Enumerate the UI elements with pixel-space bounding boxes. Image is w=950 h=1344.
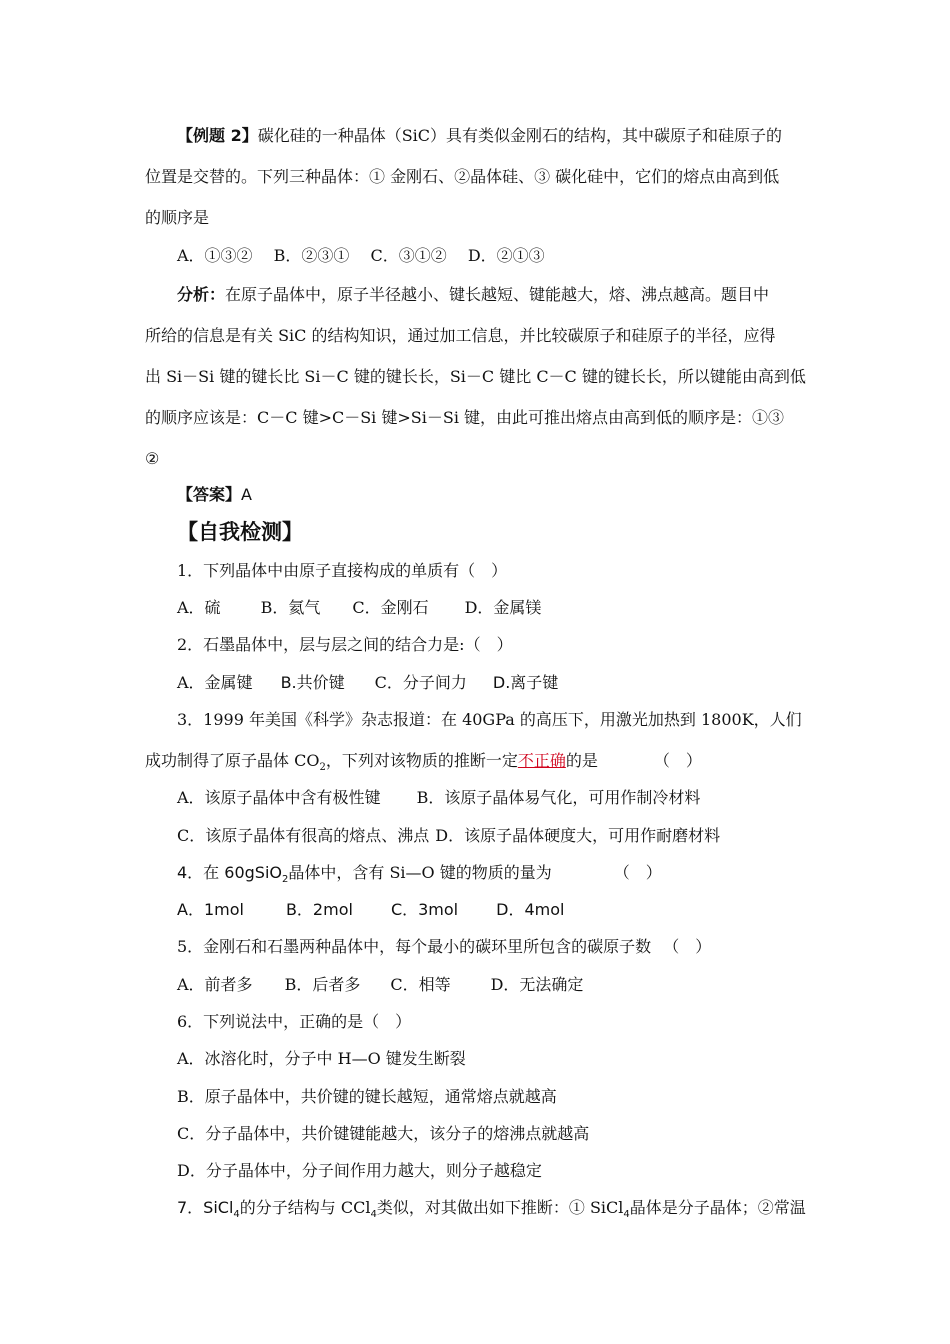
answer-label: 【答案】 xyxy=(177,485,242,504)
q4-stem-pre: 4．在 60gSiO xyxy=(177,863,282,882)
question-4-stem xyxy=(177,863,842,886)
q2-option-b: B.共价键 xyxy=(280,673,345,692)
q4-answer-paren: （ ） xyxy=(613,863,662,882)
question-3-line-2 xyxy=(145,751,810,774)
question-3-line-1: 3．1999 年美国《科学》杂志报道：在 40GPa 的高压下，用激光加热到 1800K，人们 xyxy=(177,710,802,729)
analysis-line-5: ② xyxy=(145,449,160,468)
question-1-options xyxy=(177,598,842,618)
q3-subscript: 2 xyxy=(319,762,326,774)
q5-stem-text: 5．金刚石和石墨两种晶体中，每个最小的碳环里所包含的碳原子数 xyxy=(177,937,652,956)
analysis-line-4: 的顺序应该是：C－C 键>C－Si 键>Si－Si 键，由此可推出熔点由高到低的顺序是：①③ xyxy=(145,408,785,427)
question-7-stem xyxy=(177,1198,842,1221)
q7-sub-1: 4 xyxy=(233,1209,240,1221)
q5-option-d: D．无法确定 xyxy=(490,975,584,994)
q4-option-d: D．4mol xyxy=(496,900,565,919)
question-5-options xyxy=(177,975,842,995)
example-options: A．①③② B．②③① C．③①② D．②①③ xyxy=(177,246,545,265)
q1-option-d: D．金属镁 xyxy=(464,598,542,617)
question-4-options xyxy=(177,900,842,920)
analysis-label: 分析： xyxy=(177,285,226,304)
q3-stem-mid: ，下列对该物质的推断一定 xyxy=(325,751,518,770)
q1-option-b: B．氦气 xyxy=(260,598,321,617)
q6-option-d: D．分子晶体中，分子间作用力越大，则分子越稳定 xyxy=(177,1161,542,1180)
q6-option-c: C．分子晶体中，共价键键能越大，该分子的熔沸点就越高 xyxy=(177,1124,590,1143)
q7-part-3: 类似，对其做出如下推断：① SiCl xyxy=(376,1198,624,1217)
q4-option-c: C．3mol xyxy=(390,900,459,919)
question-2-stem: 2．石墨晶体中，层与层之间的结合力是:（ ） xyxy=(177,635,513,654)
analysis-text: 在原子晶体中，原子半径越小、键长越短、键能越大，熔、沸点越高。题目中 xyxy=(225,285,770,304)
example-line-2: 位置是交替的。下列三种晶体：① 金刚石、②晶体硅、③ 碳化硅中，它们的熔点由高到低 xyxy=(145,167,780,186)
question-3-options-cd xyxy=(177,826,842,846)
q2-option-c: C．分子间力 xyxy=(374,673,467,692)
q3-option-c: C．该原子晶体有很高的熔点、沸点 xyxy=(177,826,430,845)
q4-stem-post: 晶体中，含有 Si—O 键的物质的量为 xyxy=(288,863,552,882)
q3-option-b: B．该原子晶体易气化，可用作制冷材料 xyxy=(416,788,701,807)
q4-subscript: 2 xyxy=(281,874,289,886)
q4-option-b: B．2mol xyxy=(285,900,353,919)
example-line-3: 的顺序是 xyxy=(145,208,210,227)
analysis-line-1 xyxy=(177,285,842,305)
q7-sub-2: 4 xyxy=(370,1209,377,1221)
example-line-1 xyxy=(177,126,842,146)
q3-option-a: A．该原子晶体中含有极性键 xyxy=(177,788,381,807)
q5-option-b: B．后者多 xyxy=(284,975,361,994)
answer-line xyxy=(177,485,842,505)
q6-option-a: A．冰溶化时，分子中 H—O 键发生断裂 xyxy=(177,1049,466,1068)
q7-part-2: 的分子结构与 CCl xyxy=(239,1198,371,1217)
q3-option-d: D．该原子晶体硬度大，可用作耐磨材料 xyxy=(435,826,721,845)
q7-part-4: 晶体是分子晶体；②常温 xyxy=(629,1198,806,1217)
question-1-stem: 1．下列晶体中由原子直接构成的单质有（ ） xyxy=(177,561,508,580)
q1-option-a: A．硫 xyxy=(177,598,221,617)
q2-option-d: D.离子键 xyxy=(492,673,559,692)
q4-option-a: A．1mol xyxy=(177,900,244,919)
question-6-stem: 6．下列说法中，正确的是（ ） xyxy=(177,1012,412,1031)
q1-option-c: C．金刚石 xyxy=(352,598,429,617)
q3-answer-paren: （ ） xyxy=(653,751,702,770)
example-heading: 【例题 2】 xyxy=(177,126,258,145)
analysis-line-3: 出 Si－Si 键的键长比 Si－C 键的键长长，Si－C 键比 C－C 键的键长长，所以键能由高到低 xyxy=(145,367,806,386)
q5-answer-paren: （ ） xyxy=(663,937,712,956)
q2-option-a: A．金属键 xyxy=(177,673,253,692)
q5-option-a: A．前者多 xyxy=(177,975,253,994)
section-title: 【自我检测】 xyxy=(177,520,303,544)
q3-stem-part: 成功制得了原子晶体 CO xyxy=(145,751,320,770)
q7-part-1: 7．SiCl xyxy=(177,1198,234,1217)
answer-value: A xyxy=(241,485,252,504)
q3-emphasis: 不正确 xyxy=(517,751,566,770)
q5-option-c: C．相等 xyxy=(390,975,451,994)
question-2-options xyxy=(177,673,842,693)
q6-option-b: B．原子晶体中，共价键的键长越短，通常熔点就越高 xyxy=(177,1087,557,1106)
q7-sub-3: 4 xyxy=(623,1209,630,1221)
question-3-options-ab xyxy=(177,788,842,808)
analysis-line-2: 所给的信息是有关 SiC 的结构知识，通过加工信息，并比较碳原子和硅原子的半径，应得 xyxy=(145,326,776,345)
example-text: 碳化硅的一种晶体（SiC）具有类似金刚石的结构，其中碳原子和硅原子的 xyxy=(257,126,783,145)
q3-stem-post: 的是 xyxy=(565,751,598,770)
question-5-stem xyxy=(177,937,842,957)
